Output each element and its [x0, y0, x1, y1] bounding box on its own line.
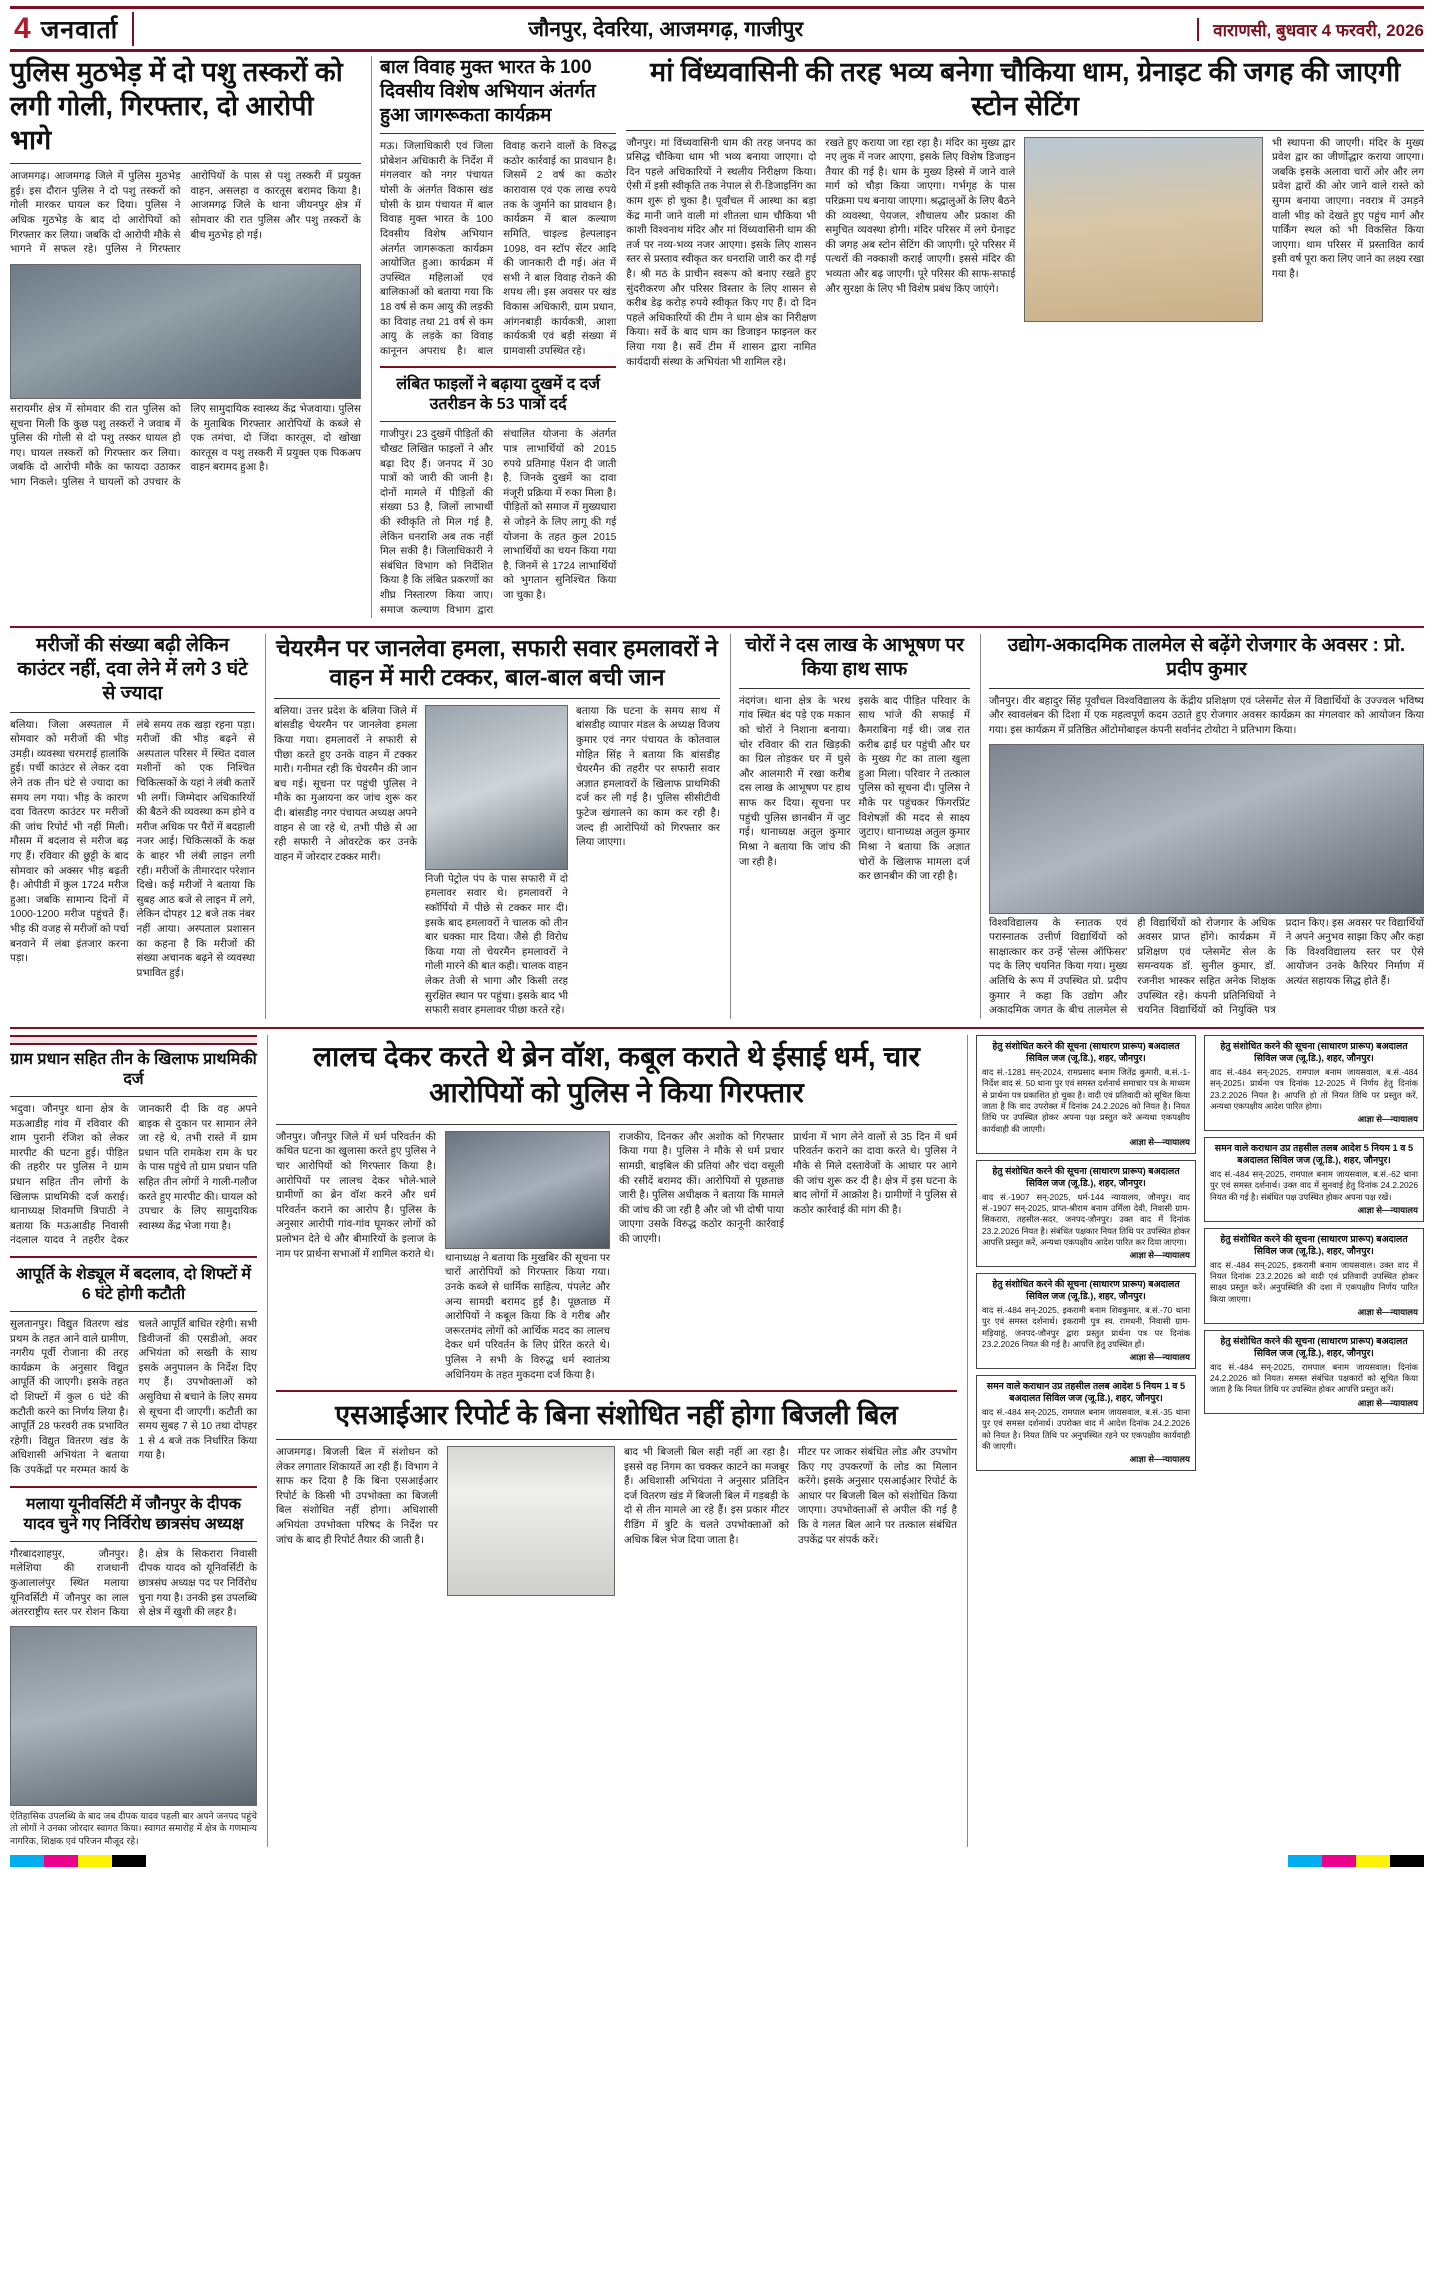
- place-date: वाराणसी, बुधवार 4 फरवरी, 2026: [1197, 18, 1424, 41]
- page-number: 4: [14, 12, 31, 45]
- glance-title: [10, 1035, 257, 1045]
- column-glance: [10, 1035, 257, 1847]
- brainwash-col4: प्रार्थना में भाग लेने वालों से 35 दिन में धर्म परिवर्तन कराने का दावा करते थे। पुलिस ने मौके से मिले दस्तावेजों के आधार पर आगे की जांच शुरू कर दी है। क्षेत्र में इस घटना के बाद लोगों में आक्रोश है। ग्रामीणों ने पुलिस से कठोर कार्रवाई की मांग की है।: [793, 1131, 957, 1216]
- notice-foot: आज्ञा से—न्यायालय: [1357, 1307, 1418, 1318]
- legal-notice: [1204, 1035, 1424, 1131]
- edition-cities: जौनपुर, देवरिया, आजमगढ़, गाजीपुर: [528, 18, 804, 41]
- bijli-col1: आजमगढ़। बिजली बिल में संशोधन को लेकर लगातार शिकायतें आ रही हैं। विभाग ने साफ कर दिया है कि बिना एसआईआर रिपोर्ट के किसी भी उपभोक्ता का बिजली बिल संशोधित नहीं होगा। अधिशासी अभियंता उपभोक्ता परिषद के निर्देश पर जांच के बाद ही रिपोर्ट तैयार की जाती है।: [276, 1446, 438, 1546]
- glance-item3-caption: ऐतिहासिक उपलब्धि के बाद जब दीपक यादव पहली बार अपने जनपद पहुंचे तो लोगों ने उनका जोरदार स्वागत किया। स्वागत समारोह में क्षेत्र के गणमान्य नागरिक, शिक्षक एवं परिजन मौजूद रहे।: [10, 1810, 257, 1846]
- udyog-col1: जौनपुर। वीर बहादुर सिंह पूर्वांचल विश्वविद्यालय के केंद्रीय प्रशिक्षण एवं प्लेसमेंट सेल में विद्यार्थियों के उज्ज्वल भविष्य और स्वावलंबन की दिशा में एक महत्वपूर्ण कदम उठाते हुए रोजगार अवसर कार्यक्रम का मंगलवार को आयोजन किया गया। इस कार्यक्रम में प्रतिष्ठित ऑटोमोबाइल कंपनी सर्वानंद टोयोटा ने प्रतिभाग किया।: [989, 695, 1424, 737]
- lambit-body: गाजीपुर। 23 दुखमें पीड़ितों की चौखट लिखित फाइलों ने और बढ़ा दिए हैं। जनपद में 30 पात्रों को जारी की जानी है। दोनों मामले में पीड़ितों की संख्या 53 है, जिलों लाभार्थी की स्वीकृति तो मिल गई है, लेकिन धनराशि अब तक नहीं मिल सकी है। जिलाधिकारी ने संबंधित विभाग को निर्देशित किया है कि लंबित प्रकरणों का शीघ्र निस्तारण किया जाए। समाज कल्याण विभाग द्वारा संचालित योजना के अंतर्गत पात्र लाभार्थियों को 2015 रुपये प्रतिमाह पेंशन दी जाती है, जिनके दुखमें का दावा मंजूरी प्रक्रिया में रुका मिला है। पीड़ितों को समाज में मुख्यधारा से जोड़ने के लिए लागू की गई योजना के तहत कुल 2015 लाभार्थियों का चयन किया गया है, जिनमें से 1724 लाभार्थियों को भुगतान सुनिश्चित किया जा चुका है।: [379, 429, 617, 616]
- glance-item2-body: सुलतानपुर। विद्युत वितरण खंड प्रथम के तहत आने वाले ग्रामीण, नगरीय पूर्वी रोजाना की तरह कार्यक्रम के अनुसार विद्युत आपूर्ति की जाएगी। इसके तहत दो शिफ्टों में कुल 6 घंटे की कटौती करने का निर्णय लिया है। आपूर्ति 28 फरवरी तक प्रभावित रहेगी। विद्युत वितरण खंड के अधिशासी अभियंता ने बताया कि उपकेंद्रों पर मरम्मत कार्य के चलते आपूर्ति बाधित रहेगी। सभी डिवीजनों की एसडीओ, अवर अभियंता को सख्ती के साथ इसके अनुपालन के निर्देश दिए गए हैं। उपभोक्ताओं को असुविधा से बचाने के लिए समय से सूचना दी जाएगी। कटौती का समय सुबह 7 से 10 तथा दोपहर 1 से 4 बजे तक निर्धारित किया गया है।: [10, 1319, 257, 1477]
- bijli-headline: एसआईआर रिपोर्ट के बिना संशोधित नहीं होगा बिजली बिल: [335, 1400, 898, 1431]
- brainwash-photo: [445, 1131, 610, 1249]
- bijli-photo: [447, 1446, 615, 1596]
- legal-notice: [976, 1035, 1196, 1154]
- police-photo: [10, 264, 361, 399]
- article-udyog: [980, 634, 1424, 1019]
- notice-body: वाद सं.-1907 सन्-2025, धर्म-144 न्यायालय, जौनपुर। वाद सं.-1907 सन्-2025, प्राप्त-श्रीराम बनाम उर्मिला देवी, निवासी ग्राम-सिकरारा, तहसील-सदर, जनपद-जौनपुर। उक्त वाद में दिनांक 23.2.2026 नियत है। संबंधित पक्षकार नियत तिथि पर उपस्थित होकर आपत्ति प्रस्तुत करें, अन्यथा एकपक्षीय आदेश पारित कर दिया जाएगा।: [982, 1191, 1190, 1248]
- notice-title: हेतु संशोधित करने की सूचना (साधारण प्रारूप) बअदालत सिविल जज (जू.डि.), शहर, जौनपुर।: [992, 1040, 1180, 1063]
- top-band: [10, 56, 1424, 618]
- article-vindhyavasini: [626, 56, 1424, 618]
- legal-notice: [976, 1160, 1196, 1267]
- chairman-photo: [425, 705, 568, 870]
- thieves-col1: नंदगंज। थाना क्षेत्र के भरथ गांव स्थित बंद पड़े एक मकान को चोरों ने निशाना बनाया। चोर रविवार की रात खिड़की का ग्रिल तोड़कर घर में घुसे और आलमारी में रखा करीब दस लाख के आभूषण पर हाथ साफ कर दिया। सूचना पर पहुंची पुलिस छानबीन में जुट गई। थानाध्यक्ष अतुल कुमार मिश्रा ने बताया कि जांच की जा रही है।: [739, 695, 851, 868]
- police-headline: पुलिस मुठभेड़ में दो पशु तस्करों को लगी गोली, गिरफ्तार, दो आरोपी भागे: [10, 57, 343, 155]
- notice-foot: आज्ञा से—न्यायालय: [1129, 1250, 1190, 1261]
- lambit-headline: लंबित फाइलों ने बढ़ाया दुखमें द दर्ज उतरीडन के 53 पात्रों दर्द: [396, 376, 601, 414]
- notice-foot: आज्ञा से—न्यायालय: [1129, 1454, 1190, 1465]
- article-chairman: [265, 634, 720, 1019]
- brainwash-headline: लालच देकर करते थे ब्रेन वॉश, कबूल कराते थे ईसाई धर्म, चार आरोपियों को पुलिस ने किया गिरफ्तार: [313, 1040, 920, 1109]
- notice-title: समन वाले कराधान उप्र तहसील तलब आदेश 5 नियम 1 व 5 बअदालत सिविल जज (जू.डि.), शहर, जौनपुर।: [1214, 1142, 1414, 1165]
- vindhyavasini-col3: भी स्थापना की जाएगी। मंदिर के मुख्य प्रवेश द्वार का जीर्णोद्धार कराया जाएगा। जबकि इसके अलावा चारों ओर और लग प्रवेश द्वारों की ओर जाने वाले रास्ते को सुगम बनाया जाएगा। नवरात्र में उमड़ने वाली भीड़ को देखते हुए पहुंच मार्ग और पार्किंग स्थल को भी विकसित किया जाएगा। धाम परिसर में प्रस्तावित कार्य इसी वर्ष पूरा करा लिए जाने का लक्ष्य रखा गया है।: [1272, 137, 1424, 280]
- glance-item3-photo: [10, 1626, 257, 1806]
- vindhyavasini-photo: [1024, 137, 1263, 322]
- notice-foot: आज्ञा से—न्यायालय: [1129, 1352, 1190, 1363]
- notice-body: वाद सं.-1281 सन्-2024, रामप्रसाद बनाम जितेंद्र कुमारी, ब.सं.-1-निर्देश वाद सं. 50 थाना पुर एवं समस्त दर्शनार्थ समाचार पत्र के माध्यम से प्रार्थना पत्र प्रकाशित हो चुका है। वादी एवं प्रतिवादी को सूचित किया जाता है कि वाद उपरोक्त में दिनांक 24.2.2026 को नियत है। नियत तिथि पर उपस्थित होकर अपना पक्ष प्रस्तुत करें अन्यथा एकपक्षीय कार्यवाही की जाएगी।: [982, 1067, 1190, 1134]
- notice-title: हेतु संशोधित करने की सूचना (साधारण प्रारूप) बअदालत सिविल जज (जू.डि.), शहर, जौनपुर।: [992, 1278, 1180, 1302]
- brainwash-col2: थानाध्यक्ष ने बताया कि मुखबिर की सूचना पर चारों आरोपियों को गिरफ्तार किया गया। उनके कब्जे से धार्मिक साहित्य, पंपलेट और अन्य सामग्री बरामद हुई है। पूछताछ में आरोपियों ने कबूल किया कि वे गरीब और जरूरतमंद लोगों को आर्थिक मदद का लालच देकर धर्म परिवर्तन के लिए प्रेरित करते थे। पुलिस ने सभी के विरुद्ध धर्म स्वातंत्र्य अधिनियम के तहत मुकदमा दर्ज किया है।: [445, 1252, 610, 1381]
- glance-item1-headline: ग्राम प्रधान सहित तीन के खिलाफ प्राथमिकी दर्ज: [10, 1050, 257, 1088]
- notice-foot: आज्ञा से—न्यायालय: [1357, 1205, 1418, 1216]
- police-body-top: आजमगढ़। आजमगढ़ जिले में पुलिस मुठभेड़ हुई। इस दौरान पुलिस ने दो पशु तस्करों को गोली मारकर घायल कर दिया। पुलिस ने अधिक मुठभेड़ के बाद दो आरोपियों को गिरफ्तार कर लिया। जबकि दो आरोपी मौके से भागने में सफल रहे। पुलिस ने गिरफ्तार आरोपियों के पास से पशु तस्करी में प्रयुक्त वाहन, असलहा व कारतूस बरामद किया है। आजमगढ़ जिले के थाना जीयनपुर क्षेत्र में सोमवार की रात पुलिस और पशु तस्करों के बीच मुठभेड़ हो गई।: [10, 171, 361, 256]
- legal-notice: [1204, 1228, 1424, 1324]
- vindhyavasini-headline: मां विंध्यवासिनी की तरह भव्य बनेगा चौकिया धाम, ग्रेनाइट की जगह की जाएगी स्टोन सेटिंग: [650, 57, 1401, 121]
- patients-col1: बलिया। जिला अस्पताल में सोमवार को मरीजों की भीड़ उमड़ी। व्यवस्था चरमराई हालांकि हुई। पर्ची काउंटर से लेकर दवा लेने तक तीन घंटे से ज्यादा का समय लग गया। भीड़ के कारण दवा वितरण काउंटर पर मरीजों की जांच रिपोर्ट भी नहीं मिली। मौसम में बदलाव से मरीज बढ़ गए हैं। रविवार की छुट्टी के बाद सोमवार को अक्सर भीड़ बढ़ती है। ओपीडी में कुल 1724 मरीज हुआ। जबकि सामान्य दिनों में 1000-1200 मरीज पहुंचते हैं। भीड़ की वजह से मरीजों को पर्चा बनवाने में लंबा इंतजार करना पड़ा।: [10, 719, 129, 965]
- notice-body: वाद सं.-484 सन्-2025, रामपाल बनाम जायसवाल, ब.सं.-484 सन्-2025। प्रार्थना पत्र दिनांक 12-2025 में निर्णय हेतु दिनांक 23.2.2026 नियत है। आपत्ति हो तो नियत तिथि पर प्रस्तुत करें, अन्यथा एकपक्षीय आदेश पारित होगा।: [1210, 1067, 1418, 1112]
- notice-title: हेतु संशोधित करने की सूचना (साधारण प्रारूप) बअदालत सिविल जज (जू.डि.), शहर, जौनपुर।: [1220, 1335, 1408, 1358]
- thieves-headline: चोरों ने दस लाख के आभूषण पर किया हाथ साफ: [745, 635, 964, 681]
- notice-foot: आज्ञा से—न्यायालय: [1357, 1397, 1418, 1408]
- glance-item2-headline: आपूर्ति के शेड्यूल में बदलाव, दो शिफ्टों में 6 घंटे होगी कटौती: [16, 1266, 251, 1303]
- chairman-col1: बलिया। उत्तर प्रदेश के बलिया जिले में बांसडीह चेयरमैन पर जानलेवा हमला किया गया। हमलावरों ने सफारी से पीछा करते हुए उनके वाहन में टक्कर मारी। गनीमत रही कि चेयरमैन की जान बच गई। सूचना पर पहुंची पुलिस ने मौके का मुआयना कर जांच शुरू कर दी। बांसडीह नगर पंचायत अध्यक्ष अपने वाहन से जा रहे थे, तभी पीछे से आ रही सफारी ने ओवरटेक कर उनके वाहन में जोरदार टक्कर मारी।: [274, 705, 417, 863]
- chairman-col2: निजी पेट्रोल पंप के पास सफारी में दो हमलावर सवार थे। हमलावरों ने स्कॉर्पियो में पीछे से टक्कर मार दी। इसके बाद हमलावरों ने चालक को तीन बार धक्का मार दिया। जैसे ही विरोध किया गया तो चेयरमैन हमलावरों ने गोली मारने की बात कही। चालक वाहन लेकर तेजी से भागा और किसी तरह सुरक्षित स्थान पर पहुंचा। इसके बाद भी सफारी सवार हमलावर पीछा करते रहे।: [425, 873, 568, 1017]
- column-center-lower: [267, 1035, 957, 1847]
- legal-notice: [976, 1375, 1196, 1471]
- legal-notice: [976, 1273, 1196, 1369]
- article-patients: [10, 634, 255, 1019]
- bijli-col2: बाद भी बिजली बिल सही नहीं आ रहा है। इससे वह निगम का चक्कर काटने का मजबूर हैं। अधिशासी अभियंता ने अनुसार प्रतिदिन दर्ज वितरण खंड में बिजली बिल में गड़बड़ी के दो से तीन मामले आ रहे हैं। इस प्रकार मीटर रीडिंग में त्रुटि के चलते उपभोक्ताओं को अधिक बिल भेज दिया जाता है।: [624, 1446, 789, 1546]
- notice-foot: आज्ञा से—न्यायालय: [1129, 1137, 1190, 1148]
- registration-color-bar: [10, 1855, 1424, 1867]
- glance-item3-headline: मलाया यूनीवर्सिटी में जौनपुर के दीपक यादव चुने गए निर्विरोध छात्रसंघ अध्यक्ष: [23, 1495, 244, 1533]
- udyog-photo: [989, 744, 1424, 914]
- article-police: [10, 56, 361, 618]
- notice-title: हेतु संशोधित करने की सूचना (साधारण प्रारूप) बअदालत सिविल जज (जू.डि.), शहर, जौनपुर।: [992, 1165, 1180, 1188]
- article-child-marriage: [371, 56, 616, 618]
- notice-title: हेतु संशोधित करने की सूचना (साधारण प्रारूप) बअदालत सिविल जज (जू.डि.), शहर, जौनपुर।: [1220, 1233, 1408, 1256]
- vindhyavasini-col1: जौनपुर। मां विंध्यवासिनी धाम की तरह जनपद का प्रसिद्ध चौकिया धाम भी भव्य बनाया जाएगा। दो दिन पहले अधिकारियों ने स्थलीय निरीक्षण किया। ऐसी में इसी स्वीकृति तक नेपाल से री-डिजाइनिंग का काम शुरू हो चुका है। पूर्वांचल में आस्था का बड़ा केंद्र मानी जाने वाली मां शीतला धाम चौकिया भी काशी विश्वनाथ मंदिर और मां विंध्यवासिनी धाम की तर्ज पर नव्य-भव्य नजर आएगा। इसके लिए शासन स्तर से प्रस्ताव स्वीकृत कर धनराशि जारी कर दी गई है। श्री मठ के प्राचीन स्वरूप को बनाए रखते हुए सुंदरीकरण और परिसर विस्तार के लिए शासन से करीब डेढ़ करोड़ रुपये स्वीकृत किए गए हैं। दो दिन पहले अधिकारियों की टीम ने धाम क्षेत्र का निरीक्षण किया। सर्वे के बाद धाम का डिजाइन फाइनल कर लिया गया है। सर्वे टीम में शासन द्वारा नामित कार्यदायी संस्था के अभियंता भी शामिल रहे।: [626, 137, 817, 368]
- column-notices: [967, 1035, 1424, 1847]
- notice-title: समन वाले कराधान उप्र तहसील तलब आदेश 5 नियम 1 व 5 बअदालत सिविल जज (जू.डि.), शहर, जौनपुर।: [986, 1380, 1186, 1404]
- legal-notice: [1204, 1330, 1424, 1415]
- chairman-col3: बताया कि घटना के समय साथ में बांसडीह व्यापार मंडल के अध्यक्ष विजय कुमार एवं नगर पंचायत के कोतवाल मोहित सिंह ने बताया कि बांसडीह चेयरमैन की तहरीर पर सफारी सवार अज्ञात हमलावरों के खिलाफ प्राथमिकी दर्ज कर ली गई है। पुलिस सीसीटीवी फुटेज खंगालने का काम कर रही है। जल्द ही आरोपियों को गिरफ्तार कर लिया जाएगा।: [576, 705, 720, 849]
- glance-item1-body: भदुवा। जौनपुर थाना क्षेत्र के मऊआडीह गांव में रविवार की शाम पुरानी रंजिश को लेकर मारपीट की घटना हुई। पीड़ित की तहरीर पर पुलिस ने ग्राम प्रधान सहित तीन लोगों के खिलाफ प्राथमिकी दर्ज कराई। थानाध्यक्ष शिवमणि त्रिपाठी ने बताया कि मऊआडीह निवासी नंदलाल यादव ने तहरीर देकर जानकारी दी कि वह अपने बाइक से दुकान पर सामान लेने जा रहे थे, तभी रास्ते में ग्राम प्रधान पति रामकेश राम के घर के पास पहुंचे तो ग्राम प्रधान पति सहित तीन लोगों ने गाली-गलौज करते हुए मारपीट की। घायल को उपचार के लिए सामुदायिक स्वास्थ्य केंद्र भेजा गया है।: [10, 1103, 257, 1247]
- glance-item3-body: गौरबादशाहपुर, जौनपुर। मलेशिया की राजधानी कुआलालंपुर स्थित मलाया यूनिवर्सिटी में जौनपुर का लाल अंतरराष्ट्रीय स्तर पर रोशन किया है। क्षेत्र के सिकरारा निवासी दीपक यादव को यूनिवर्सिटी के छात्रसंघ अध्यक्ष पद पर निर्विरोध चुना गया है। उनकी इस उपलब्धि से क्षेत्र में खुशी की लहर है।: [10, 1548, 257, 1619]
- notice-foot: आज्ञा से—न्यायालय: [1357, 1114, 1418, 1125]
- bijli-col3: मीटर पर जाकर संबंधित लोड और उपभोग किए गए उपकरणों के लोड का मिलान करेंगे। इसके अनुसार एसआईआर रिपोर्ट के आधार पर बिजली बिल को संशोधित किया जाएगा। उपभोक्ताओं से अपील की गई है कि वे गलत बिल आने पर तत्काल संबंधित उपकेंद्र पर संपर्क करें।: [798, 1446, 957, 1546]
- legal-notice: [1204, 1137, 1424, 1222]
- brainwash-col3: राजकीय, दिनकर और अशोक को गिरफ्तार किया गया है। पुलिस ने मौके से धर्म प्रचार सामग्री, बाइबिल की प्रतियां और चंदा वसूली की रसीदें बरामद कीं। आरोपियों से पूछताछ जारी है। पुलिस अधीक्षक ने बताया कि मामले की जांच की जा रही है और जो भी दोषी पाया जाएगा उसके विरुद्ध कठोर कानूनी कार्रवाई की जाएगी।: [619, 1131, 784, 1245]
- notice-body: वाद सं.-484 सन्-2025, रामपाल बनाम जायसवाल, ब.सं.-62 थाना पुर एवं समस्त दर्शनार्थ। उक्त वाद में सुनवाई हेतु दिनांक 24.2.2026 नियत की गई है। संबंधित पक्ष उपस्थित होकर अपना पक्ष रखें।: [1210, 1169, 1418, 1202]
- patients-col2: लंबे समय तक खड़ा रहना पड़ा। मरीजों की भीड़ बढ़ने से अस्पताल परिसर में स्थित दवाल मशीनों को एक निश्चित चिकित्सकों के यहां ने लंबी कतारें भी लगीं। जिम्मेदार अधिकारियों की बैठने की व्यवस्था कम होने व मरीज अधिक पर पैरों में बदहाली नजर आई। चिकित्सकों के कक्ष के बाहर भी लंबी लाइन लगी रही। मरीजों के तीमारदार परेशान दिखे। कई मरीजों ने बताया कि सुबह आठ बजे से लाइन में लगे, लेकिन दोपहर 12 बजे तक नंबर नहीं आया। अस्पताल प्रशासन का कहना है कि मरीजों की संख्या अचानक बढ़ने से व्यवस्था प्रभावित हुई।: [136, 719, 255, 979]
- notice-body: वाद सं.-484 सन्-2025, इकरामी बनाम शिवकुमार, ब.सं.-70 थाना पुर एवं समस्त दर्शनार्थ। इकरामी पुत्र स्व. रामधनी, निवासी ग्राम-मड़ियाहूं, जनपद-जौनपुर द्वारा प्रस्तुत प्रार्थना पत्र पर दिनांक 23.2.2026 नियत की गई है। आपत्ति हेतु उपस्थित हों।: [982, 1305, 1190, 1350]
- udyog-headline: उद्योग-अकादमिक तालमेल से बढ़ेंगे रोजगार के अवसर : प्रो. प्रदीप कुमार: [1007, 635, 1406, 681]
- brainwash-col1: जौनपुर। जौनपुर जिले में धर्म परिवर्तन की कथित घटना का खुलासा करते हुए पुलिस ने चार आरोपियों को गिरफ्तार किया है। आरोपियों पर लालच देकर भोले-भाले ग्रामीणों का ब्रेन वॉश करने और धर्म परिवर्तन कराने का आरोप है। पुलिस के अनुसार आरोपी गांव-गांव घूमकर लोगों को प्रलोभन देते थे और बीमारियों के इलाज के नाम पर प्रार्थना सभाओं में शामिल कराते थे।: [276, 1131, 436, 1260]
- paper-name: जनवार्ता: [41, 12, 135, 46]
- notice-body: वाद सं.-484 सन्-2025, रामपाल बनाम जायसवाल। दिनांक 24.2.2026 को नियत। समस्त संबंधित पक्षकारों को सूचित किया जाता है कि नियत तिथि पर उपस्थित होकर आपत्ति प्रस्तुत करें।: [1210, 1361, 1418, 1395]
- thieves-col2: इसके बाद पीड़ित परिवार के साथ भांजे की सफाई में कैमराबिना गई थी। जब रात करीब ढ़ाई घर पहुंची और घर के मुख्य गेट का ताला खुला हुआ मिला। परिवार ने तत्काल पुलिस को सूचना दी। पुलिस ने मौके पर पहुंचकर फिंगरप्रिंट विशेषज्ञों की मदद से साक्ष्य जुटाए। थानाध्यक्ष अतुल कुमार मिश्रा ने बताया कि अज्ञात चोरों के खिलाफ मामला दर्ज कर छानबीन की जा रही है।: [858, 695, 970, 883]
- article-thieves: [730, 634, 970, 1019]
- police-body-bottom: सरायमीर क्षेत्र में सोमवार की रात पुलिस को सूचना मिली कि कुछ पशु तस्करों ने जवाब में पुलिस की गोली से दो पशु तस्कर घायल हो गए। घायल तस्करों को गिरफ्तार कर लिया। जबकि दो आरोपी मौके का फायदा उठाकर भाग निकले। पुलिस ने घायलों को उपचार के लिए सामुदायिक स्वास्थ्य केंद्र भेजवाया। पुलिस के मुताबिक गिरफ्तार आरोपियों के कब्जे से एक तमंचा, दो जिंदा कारतूस, दो खोखा कारतूस व पशु तस्करी में प्रयुक्त एक पिकअप वाहन बरामद हुआ है।: [10, 403, 361, 488]
- masthead: [10, 6, 1424, 52]
- lower-band: [10, 1035, 1424, 1847]
- vindhyavasini-col2: रखते हुए कराया जा रहा रहा है। मंदिर का मुख्य द्वार नए लुक में नजर आएगा, इसके लिए विशेष डिजाइन तैयार की गई है। धाम के मुख्य हिस्से में जाने वाले मार्ग को चौड़ा किया जाएगा। गर्भगृह के पास परिक्रमा पथ बनाया जाएगा। श्रद्धालुओं के लिए बैठने की व्यवस्था, पेयजल, शौचालय और प्रकाश की समुचित व्यवस्था होगी। मंदिर परिसर में लगे ग्रेनाइट की जगह अब स्टोन सेटिंग की जाएगी। पूरे परिसर में पत्थरों की नक्काशी कराई जाएगी। इससे मंदिर की भव्यता और बढ़ जाएगी। पूरे परिसर की साफ-सफाई और सुरक्षा के लिए भी विशेष प्रबंध किए जाएंगे।: [825, 137, 1016, 295]
- patients-headline: मरीजों की संख्या बढ़ी लेकिन काउंटर नहीं, दवा लेने में लगे 3 घंटे से ज्यादा: [17, 635, 248, 704]
- notice-title: हेतु संशोधित करने की सूचना (साधारण प्रारूप) बअदालत सिविल जज (जू.डि.), शहर, जौनपुर।: [1220, 1040, 1408, 1063]
- notice-body: वाद सं.-484 सन्-2025, इकरामी बनाम जायसवाल। उक्त वाद में नियत दिनांक 23.2.2026 को वादी एवं प्रतिवादी उपस्थित होकर साक्ष्य प्रस्तुत करें। अनुपस्थिति की दशा में एकपक्षीय निर्णय पारित किया जाएगा।: [1210, 1259, 1418, 1304]
- chairman-headline: चेयरमैन पर जानलेवा हमला, सफारी सवार हमलावरों ने वाहन में मारी टक्कर, बाल-बाल बची जान: [276, 635, 718, 691]
- udyog-col2: विश्वविद्यालय के स्नातक एवं परास्नातक उत्तीर्ण विद्यार्थियों को साक्षात्कार कर उन्हें 'सेल्स ऑफिसर' पद के लिए चयनित किया गया। मुख्य अतिथि के रूप में उपस्थित प्रो. प्रदीप कुमार ने कहा कि उद्योग और अकादमिक जगत के बीच तालमेल से ही विद्यार्थियों को रोजगार के अधिक अवसर प्राप्त होंगे। कार्यक्रम में प्रशिक्षण एवं प्लेसमेंट सेल के समन्वयक डॉ. सुनील कुमार, डॉ. रजनीश भास्कर सहित अनेक शिक्षक उपस्थित रहे। कंपनी प्रतिनिधियों ने चयनित विद्यार्थियों को नियुक्ति पत्र प्रदान किए। इस अवसर पर विद्यार्थियों ने अपने अनुभव साझा किए और कहा कि विश्वविद्यालय स्तर पर ऐसे आयोजन उनके कैरियर निर्माण में अत्यंत सहायक सिद्ध होते हैं।: [989, 917, 1424, 1017]
- mid-band: [10, 634, 1424, 1019]
- childmarriage-body: मऊ। जिलाधिकारी एवं जिला प्रोबेशन अधिकारी के निर्देश में मंगलवार को नगर पंचायत घोसी के अंतर्गत विकास खंड घोसी के ग्राम पंचायत में बाल विवाह मुक्त भारत के 100 दिवसीय विशेष अभियान अंतर्गत जागरूकता कार्यक्रम आयोजित हुआ। कार्यक्रम में उपस्थित महिलाओं एवं बालिकाओं को बताया गया कि 18 वर्ष से कम आयु की लड़की का विवाह तथा 21 वर्ष से कम आयु के लड़के का विवाह कानूनन अपराध है। बाल विवाह कराने वालों के विरुद्ध कठोर कार्रवाई का प्रावधान है। जिसमें 2 वर्ष का कठोर कारावास एवं एक लाख रुपये तक के जुर्माने का प्रावधान है। कार्यक्रम में बाल कल्याण समिति, चाइल्ड हेल्पलाइन 1098, वन स्टॉप सेंटर आदि की जानकारी दी गई। अंत में सभी ने बाल विवाह रोकने की शपथ ली। इस अवसर पर खंड विकास अधिकारी, ग्राम प्रधान, आंगनबाड़ी कार्यकत्री, आशा कार्यकत्री एवं बड़ी संख्या में ग्रामवासी उपस्थित रहे।: [379, 141, 617, 357]
- notice-body: वाद सं.-484 सन्-2025, रामपाल बनाम जायसवाल, ब.सं.-35 थाना पुर एवं समस्त दर्शनार्थ। उपरोक्त वाद में आदेश दिनांक 24.2.2026 को नियत है। नियत तिथि पर अनुपस्थित रहने पर एकपक्षीय कार्यवाही की जाएगी।: [982, 1407, 1190, 1452]
- childmarriage-headline: बाल विवाह मुक्त भारत के 100 दिवसीय विशेष अभियान अंतर्गत हुआ जागरूकता कार्यक्रम: [379, 57, 596, 126]
